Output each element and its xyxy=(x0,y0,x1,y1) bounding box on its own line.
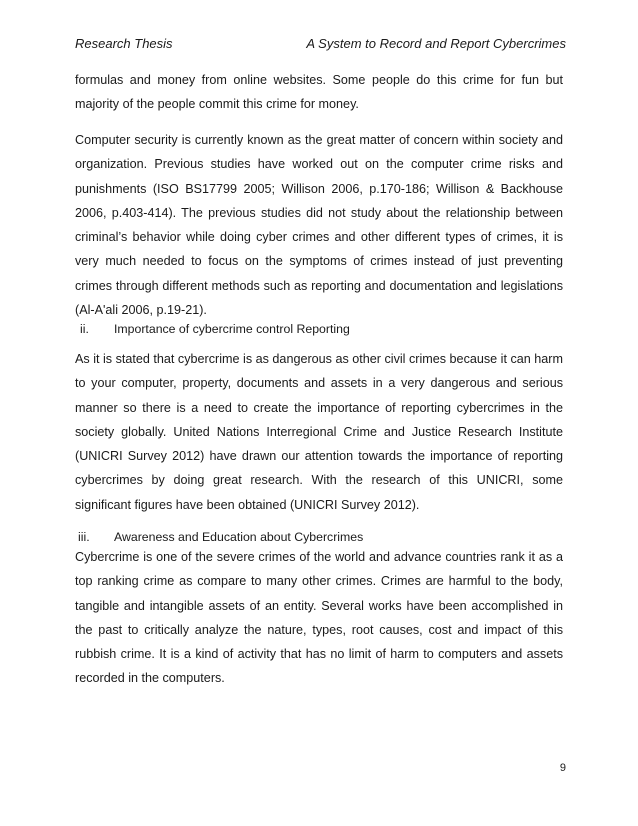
paragraph-computer-security: Computer security is currently known as the great matter of concern within society and organization. Previous studies have worked out on the computer crime risks and punishments (ISO BS17799 2005; Willison 2006, p.170-186; Willison & Backhouse 2006, p.403-414). The previous studies did not study about the relationship between criminal’s behavior while doing cyber crimes and other different types of crimes, it is very much needed to focus on the symptoms of crimes instead of just preventing crimes through different methods such as reporting and documentation and legislations (Al-A'ali 2006, p.19-21). xyxy=(75,133,563,318)
section-title: Awareness and Education about Cybercrimes xyxy=(114,530,364,544)
section-number: ii. xyxy=(80,322,89,336)
paragraph-intro-continuation: formulas and money from online websites. Some people do this crime for fun but majority of the people commit this crime for money. xyxy=(75,73,563,112)
header-thesis-title: A System to Record and Report Cybercrimes xyxy=(306,36,566,51)
page-number: 9 xyxy=(559,762,566,774)
header-thesis-label: Research Thesis xyxy=(75,36,173,51)
paragraph-cybercrime-severity: Cybercrime is one of the severe crimes of the world and advance countries rank it as a top ranking crime as compare to many other crimes. Crimes are harmful to the body, tangible and intangible assets of an entity. Several works have been accomplished in the past to critically analyze the nature, types, root causes, cost and impact of this rubbish crime. It is a kind of activity that has no limit of harm to computers and assets recorded in the computers. xyxy=(75,550,563,686)
paragraph-reporting-importance: As it is stated that cybercrime is as dangerous as other civil crimes because it can harm to your computer, property, documents and assets in a very dangerous and serious manner so there is a need to create the importance of reporting cybercrimes in the society globally. United Nations Interregional Crime and Justice Research Institute (UNICRI Survey 2012) have drawn our attention towards the importance of reporting cybercrimes by doing great research. With the research of this UNICRI, some significant figures have been obtained (UNICRI Survey 2012). xyxy=(75,352,563,512)
section-title: Importance of cybercrime control Reporting xyxy=(114,322,350,336)
section-number: iii. xyxy=(78,530,90,544)
